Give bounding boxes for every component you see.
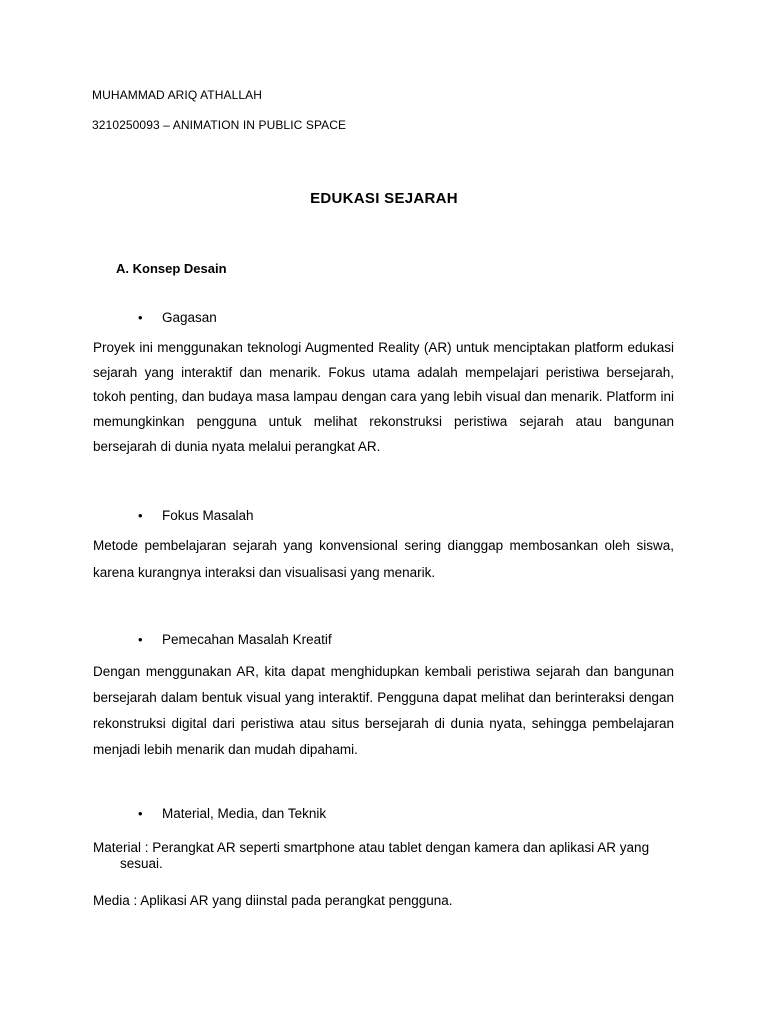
bullet-item-pemecahan-masalah [138,632,332,647]
media-line: Media : Aplikasi AR yang diinstal pada perangkat pengguna. [93,893,453,908]
document-title: EDUKASI SEJARAH [310,190,458,207]
material-line-continuation: sesuai. [120,856,163,871]
bullet-label: Pemecahan Masalah Kreatif [162,632,332,647]
bullet-icon: • [138,508,143,523]
paragraph-pemecahan-masalah: Dengan menggunakan AR, kita dapat menghidupkan kembali peristiwa sejarah dan bangunan bersejarah dalam bentuk visual yang interaktif. Pengguna dapat melihat dan berinteraksi dengan rekonstruksi digital dari peristiwa atau situs bersejarah di dunia nyata, sehingga pembelajaran menjadi lebih menarik dan mudah dipahami. [93,664,674,757]
bullet-label: Gagasan [162,310,217,325]
author-name: MUHAMMAD ARIQ ATHALLAH [92,88,263,102]
paragraph-gagasan: Proyek ini menggunakan teknologi Augmented Reality (AR) untuk menciptakan platform edukasi sejarah yang interaktif dan menarik. Fokus utama adalah mempelajari peristiwa bersejarah, tokoh penting, dan budaya masa lampau dengan cara yang lebih visual dan menarik. Platform ini memungkinkan pengguna untuk melihat rekonstruksi peristiwa sejarah atau bangunan bersejarah di dunia nyata melalui perangkat AR. [93,340,674,454]
bullet-icon: • [138,632,143,647]
bullet-item-gagasan [138,310,217,325]
bullet-label: Fokus Masalah [162,508,254,523]
bullet-label: Material, Media, dan Teknik [162,806,327,821]
bullet-item-fokus-masalah [138,508,254,523]
bullet-icon: • [138,806,143,821]
material-line: Material : Perangkat AR seperti smartphone atau tablet dengan kamera dan aplikasi AR yang [93,840,650,855]
course-info: 3210250093 – ANIMATION IN PUBLIC SPACE [92,118,347,132]
bullet-icon: • [138,310,143,325]
section-heading-konsep-desain: A. Konsep Desain [116,261,227,276]
bullet-item-material-media-teknik [138,806,326,821]
paragraph-fokus-masalah: Metode pembelajaran sejarah yang konvensional sering dianggap membosankan oleh siswa, karena kurangnya interaksi dan visualisasi yang menarik. [93,538,674,580]
